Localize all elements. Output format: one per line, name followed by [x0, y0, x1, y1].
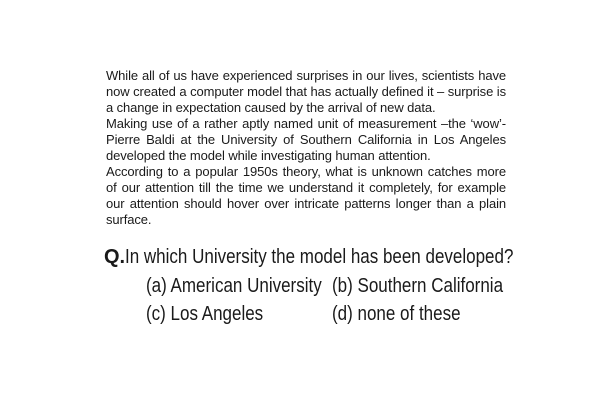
option-a: (a) American University	[146, 275, 322, 297]
passage-paragraph-1: While all of us have experienced surprises in our lives, scientists have now created a computer model that has actually defined it – surprise is a change in expectation caused by the arrival of new data.	[106, 68, 506, 115]
question-text: In which University the model has been developed?	[125, 246, 514, 268]
answer-options	[146, 272, 533, 328]
question	[104, 243, 524, 271]
option-c: (c) Los Angeles	[146, 303, 264, 325]
passage	[106, 68, 506, 228]
passage-paragraph-2: Making use of a rather aptly named unit of measurement –the ‘wow’-Pierre Baldi at the University of Southern California in Los Angeles developed the model while investigating human attention.	[106, 116, 506, 163]
passage-paragraph-3: According to a popular 1950s theory, what is unknown catches more of our attention till the time we understand it completely, for example our attention should hover over intricate patterns longer than a plain surface.	[106, 164, 506, 227]
option-b: (b) Southern California	[332, 275, 504, 297]
option-d: (d) none of these	[332, 303, 461, 325]
question-label: Q.	[104, 246, 126, 268]
